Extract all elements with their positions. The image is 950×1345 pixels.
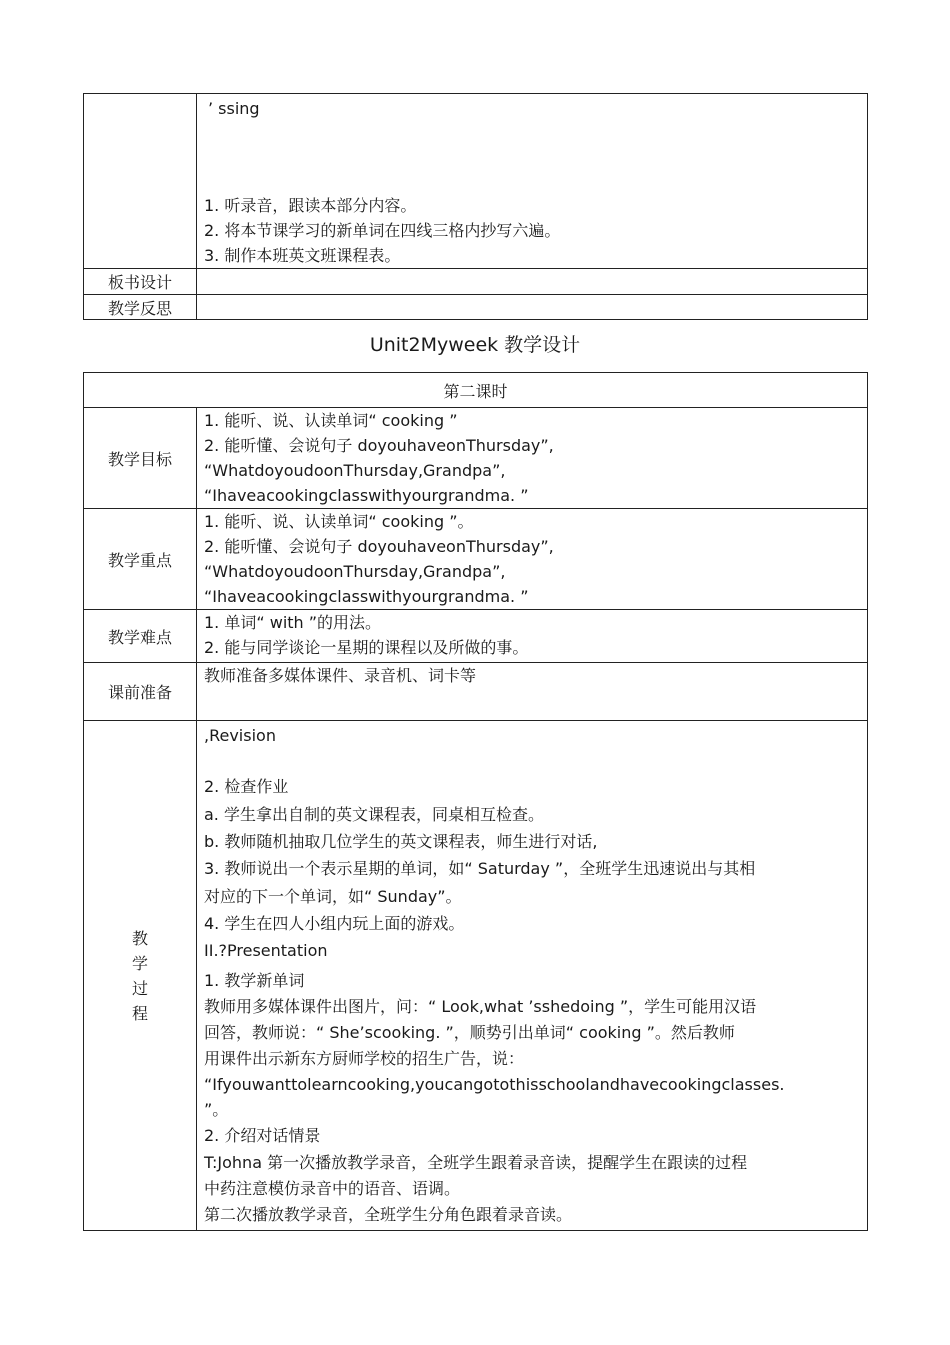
process-line: 1. 教学新单词 bbox=[204, 971, 305, 990]
goal-line: 1. 能听、说、认读单词“ cooking ” bbox=[204, 411, 458, 430]
goals-label: 教学目标 bbox=[84, 408, 197, 509]
blank-label-cell bbox=[84, 94, 197, 269]
continued-line: ’ ssing bbox=[208, 99, 260, 118]
lesson-number: 第二课时 bbox=[84, 373, 868, 408]
key-point-line: “WhatdoyoudoonThursday,Grandpa”, bbox=[204, 562, 506, 581]
process-line: 3. 教师说出一个表示星期的单词，如“ Saturday ”，全班学生迅速说出与其相 bbox=[204, 859, 756, 878]
process-line: 4. 学生在四人小组内玩上面的游戏。 bbox=[204, 914, 465, 933]
process-line: a. 学生拿出自制的英文课程表，同桌相互检查。 bbox=[204, 805, 544, 824]
continued-content-cell bbox=[197, 94, 868, 269]
process-line: 对应的下一个单词，如“ Sunday”。 bbox=[204, 887, 462, 906]
process-line: 回答，教师说：“ She’scooking. ”，顺势引出单词“ cooking ”。然后教师 bbox=[204, 1023, 735, 1042]
homework-line: 1. 听录音，跟读本部分内容。 bbox=[204, 196, 417, 215]
process-line: 中药注意模仿录音中的语音、语调。 bbox=[204, 1179, 461, 1198]
process-content bbox=[197, 721, 868, 1231]
difficulty-line: 1. 单词“ with ”的用法。 bbox=[204, 613, 382, 632]
process-line: 2. 介绍对话情景 bbox=[204, 1126, 321, 1145]
process-line: “Ifyouwanttolearncooking,youcangotothisschoolandhavecookingclasses. bbox=[204, 1075, 785, 1094]
process-line: II.?Presentation bbox=[204, 941, 328, 960]
homework-line: 2. 将本节课学习的新单词在四线三格内抄写六遍。 bbox=[204, 221, 561, 240]
process-line: T:Johna 第一次播放教学录音，全班学生跟着录音读，提醒学生在跟读的过程 bbox=[204, 1153, 748, 1172]
difficulties-content bbox=[197, 610, 868, 663]
document-title: Unit2Myweek 教学设计 bbox=[369, 334, 581, 356]
process-line: 教师用多媒体课件出图片，问：“ Look,what ’sshedoing ”，学生可能用汉语 bbox=[204, 997, 757, 1016]
key-point-line: 2. 能听懂、会说句子 doyouhaveonThursday”, bbox=[204, 537, 554, 556]
goal-line: “Ihaveacookingclasswithyourgrandma. ” bbox=[204, 486, 529, 505]
preparation-line: 教师准备多媒体课件、录音机、词卡等 bbox=[204, 666, 477, 685]
process-label-cell bbox=[84, 721, 197, 1231]
key-point-line: 1. 能听、说、认读单词“ cooking ”。 bbox=[204, 512, 474, 531]
process-line: ”。 bbox=[204, 1100, 229, 1119]
goals-content bbox=[197, 408, 868, 509]
key-points-label: 教学重点 bbox=[84, 509, 197, 610]
goal-line: 2. 能听懂、会说句子 doyouhaveonThursday”, bbox=[204, 436, 554, 455]
goal-line: “WhatdoyoudoonThursday,Grandpa”, bbox=[204, 461, 506, 480]
reflection-label: 教学反思 bbox=[84, 295, 197, 320]
previous-lesson-table bbox=[83, 93, 868, 320]
process-line bbox=[204, 748, 867, 773]
reflection-cell bbox=[197, 295, 868, 320]
homework-line: 3. 制作本班英文班课程表。 bbox=[204, 246, 401, 265]
process-line: ,Revision bbox=[204, 726, 276, 745]
process-line: 2. 检查作业 bbox=[204, 777, 289, 796]
preparation-label: 课前准备 bbox=[84, 663, 197, 721]
board-design-cell bbox=[197, 269, 868, 295]
difficulty-line: 2. 能与同学谈论一星期的课程以及所做的事。 bbox=[204, 638, 529, 657]
key-point-line: “Ihaveacookingclasswithyourgrandma. ” bbox=[204, 587, 529, 606]
process-line: 第二次播放教学录音，全班学生分角色跟着录音读。 bbox=[204, 1205, 573, 1224]
process-line: 用课件出示新东方厨师学校的招生广告，说： bbox=[204, 1049, 525, 1068]
preparation-content bbox=[197, 663, 868, 721]
process-label: 教学过程 bbox=[131, 928, 148, 1023]
process-line: b. 教师随机抽取几位学生的英文课程表，师生进行对话, bbox=[204, 832, 598, 851]
board-design-label: 板书设计 bbox=[84, 269, 197, 295]
lesson-plan-table bbox=[83, 372, 868, 1231]
difficulties-label: 教学难点 bbox=[84, 610, 197, 663]
key-points-content bbox=[197, 509, 868, 610]
